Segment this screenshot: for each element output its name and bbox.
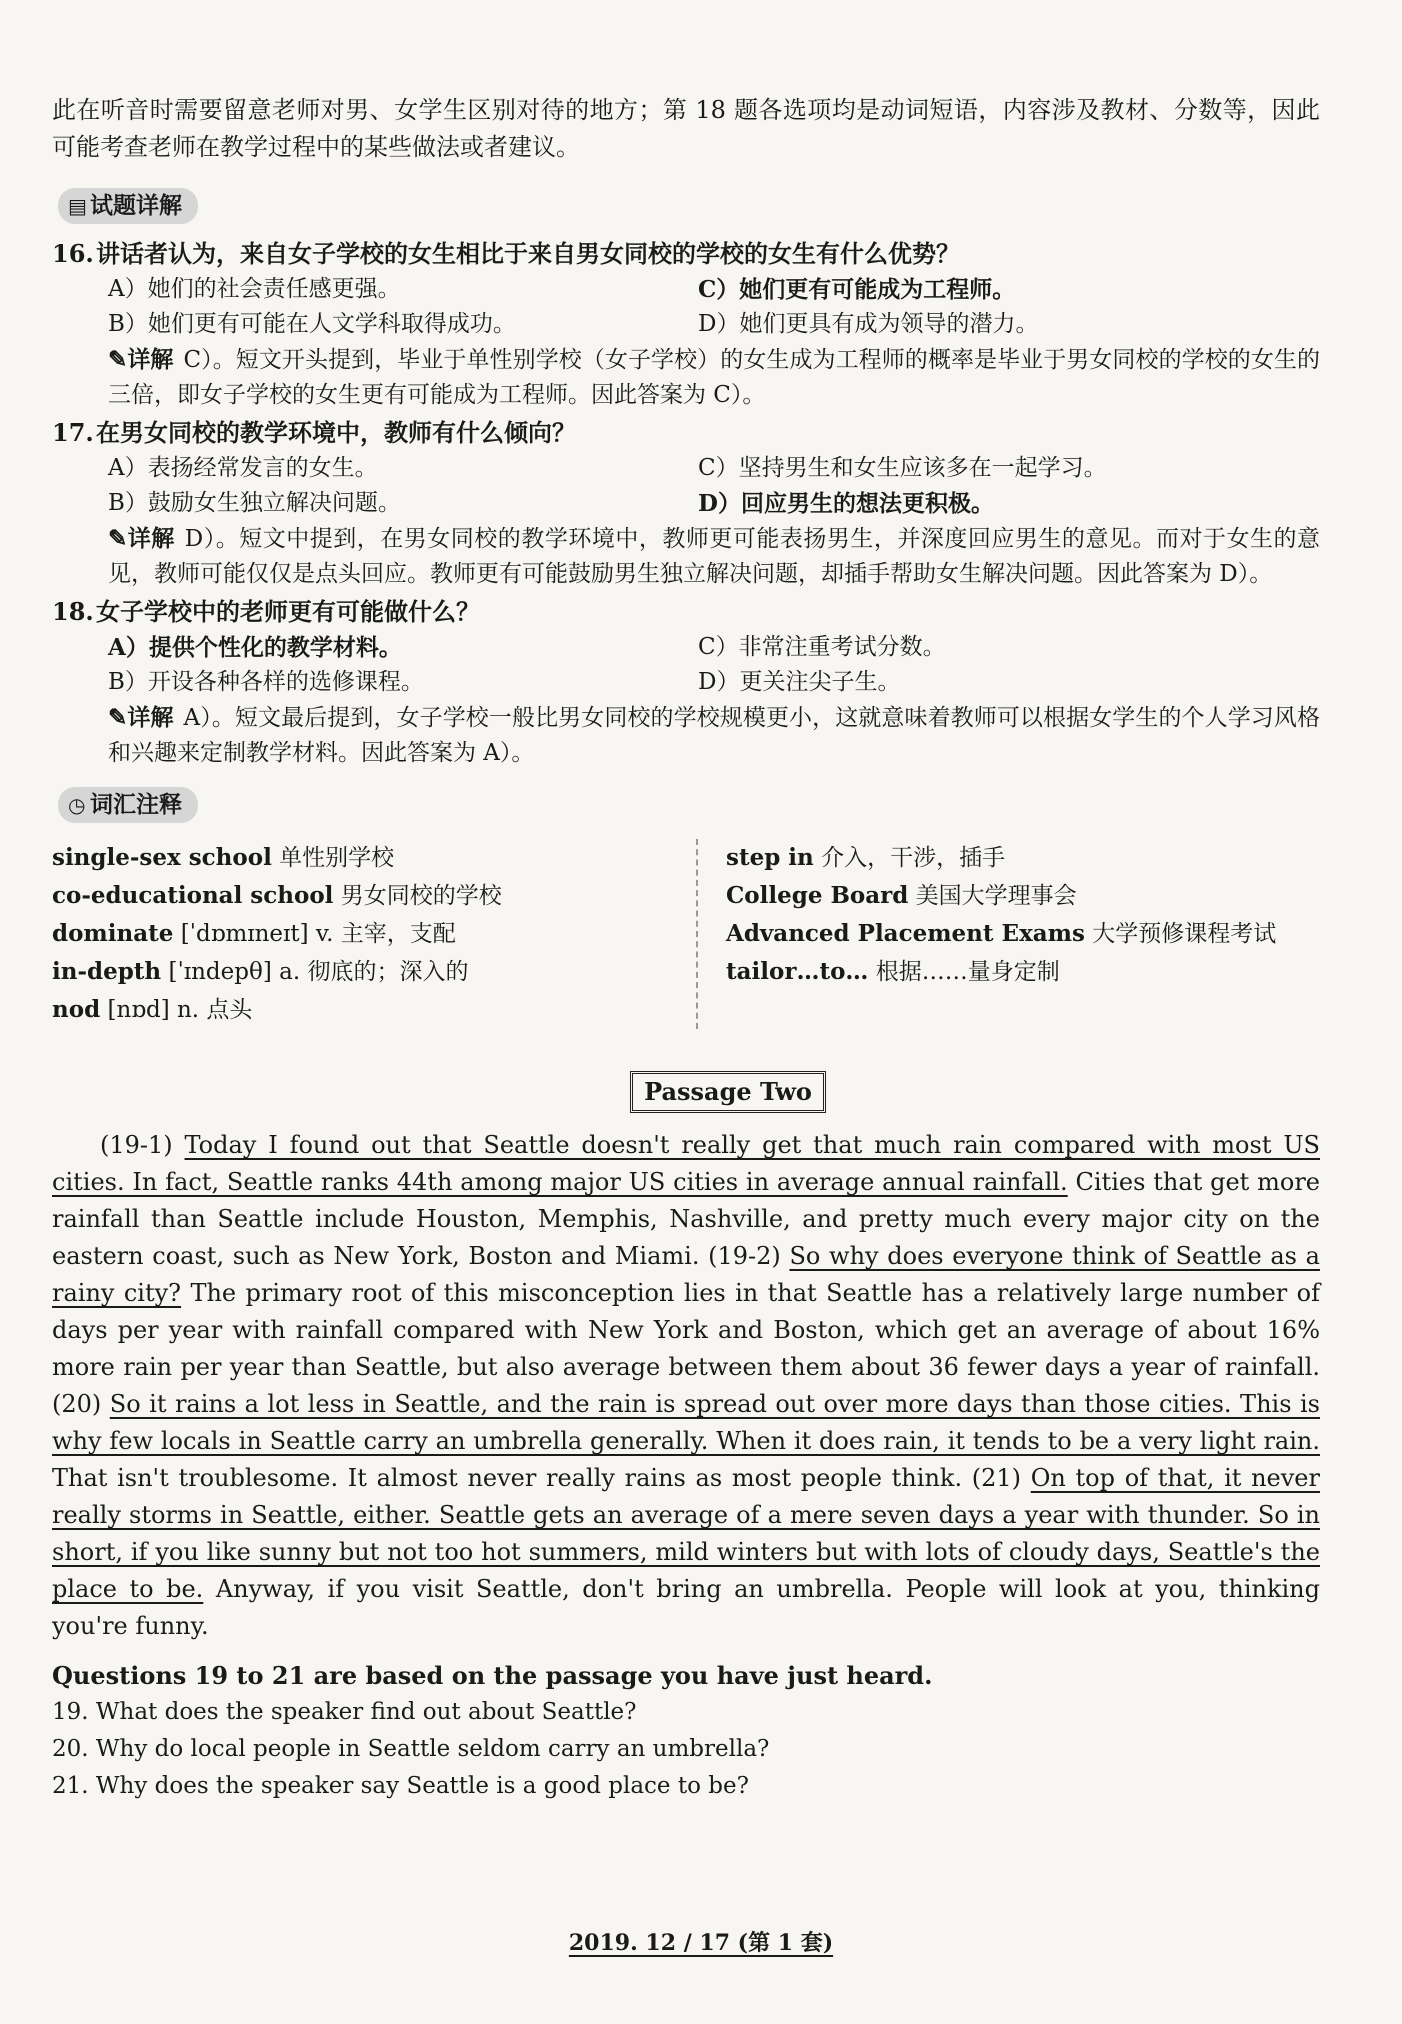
- answer-option: A）表扬经常发言的女生。: [108, 455, 378, 481]
- vocab-term: dominate: [52, 920, 174, 947]
- questions-heading: Questions 19 to 21 are based on the passage you have just heard.: [52, 1661, 933, 1690]
- vocab-column-left: [52, 839, 692, 1029]
- vocab-term: in-depth: [52, 958, 162, 985]
- passage-text: [52, 1127, 1320, 1645]
- vocab-item: [726, 915, 1286, 953]
- details-section-title: 试题详解: [90, 192, 182, 219]
- answer-option: A）她们的社会责任感更强。: [108, 276, 401, 302]
- question-text: 在男女同校的教学环境中，教师有什么倾向？: [96, 418, 576, 447]
- vocab-definition: 男女同校的学校: [333, 883, 502, 909]
- vocab-item: [52, 877, 692, 915]
- passage-segment: That isn't troublesome. It almost never really rains as most people think. (21): [52, 1464, 1031, 1492]
- vocab-term: co-educational school: [52, 882, 334, 909]
- question-text: 讲话者认为，来自女子学校的女生相比于来自男女同校的学校的女生有什么优势？: [96, 239, 960, 268]
- vocab-section-tag: [58, 787, 198, 823]
- answer-option: B）她们更有可能在人文学科取得成功。: [108, 311, 516, 337]
- question-16: [52, 236, 1320, 272]
- vocab-column-right: [696, 839, 1286, 1029]
- underlined-segment: So why does everyone think of Seattle as a rainy city?: [52, 1242, 1320, 1307]
- answer-explanation: [108, 700, 1320, 771]
- vocab-item: [52, 953, 692, 991]
- page-content: [52, 92, 1320, 1805]
- intro-paragraph: 此在听音时需要留意老师对男、女学生区别对待的地方；第 18 题各选项均是动词短语，内容涉及教材、分数等，因此可能考查老师在教学过程中的某些做法或者建议。: [52, 96, 1320, 161]
- clock-icon: ◷: [68, 793, 86, 817]
- vocab-definition: 美国大学理事会: [908, 883, 1077, 909]
- vocab-term: College Board: [726, 882, 909, 909]
- vocab-definition: 根据……量身定制: [868, 959, 1060, 985]
- vocab-term: step in: [726, 844, 814, 871]
- question-number: 16.: [52, 239, 94, 268]
- question-list: [52, 236, 1320, 771]
- vocab-item: [726, 953, 1286, 991]
- underlined-segment: So it rains a lot less in Seattle, and the rain is spread out over more days than those cities. This is why few locals in Seattle carry an umbrella generally. When it does rain, it tends to be a very light rain.: [52, 1390, 1320, 1455]
- passage-segment: Cities that get more rainfall than Seattle include Houston, Memphis, Nashville, and pretty much every major city on the eastern coast, such as New York, Boston and Miami. (19-2): [52, 1168, 1321, 1270]
- question-18: [52, 594, 1320, 630]
- answer-options: [108, 630, 1320, 700]
- question-17: [52, 415, 1320, 451]
- explanation-text: A）。短文最后提到，女子学校一般比男女同校的学校规模更小，这就意味着教师可以根据女学生的个人学习风格和兴趣来定制教学材料。因此答案为 A）。: [108, 705, 1320, 766]
- answer-option: D）她们更具有成为领导的潜力。: [698, 311, 1039, 337]
- vocab-term: nod: [52, 996, 101, 1023]
- underlined-segment: On top of that, it never really storms in Seattle, either. Seattle gets an average of a mere seven days a year with thunder. So in short, if you like sunny but not too hot summers, mild winters but with lots of cloudy days, Seattle's the place to be.: [52, 1464, 1320, 1603]
- answer-option: B）开设各种各样的选修课程。: [108, 669, 424, 695]
- vocab-item: [52, 991, 692, 1029]
- answer-option: B）鼓励女生独立解决问题。: [108, 490, 401, 516]
- vocab-item: [726, 839, 1286, 877]
- passage-question: 21. Why does the speaker say Seattle is a good place to be?: [52, 1773, 749, 1799]
- passage-segment: (19-1): [100, 1131, 185, 1159]
- vocab-definition: [ˈdɒmɪneɪt] v. 主宰，支配: [173, 921, 456, 947]
- book-icon: ▤: [68, 194, 87, 218]
- answer-explanation: [108, 521, 1320, 592]
- vocab-item: [726, 877, 1286, 915]
- vocab-definition: 单性别学校: [271, 845, 395, 871]
- vocab-item: [52, 915, 692, 953]
- answer-option: C）坚持男生和女生应该多在一起学习。: [698, 455, 1107, 481]
- answer-option: C）她们更有可能成为工程师。: [698, 276, 1016, 303]
- vocab-item: [52, 839, 692, 877]
- passage-title: Passage Two: [630, 1071, 826, 1113]
- underlined-segment: Today I found out that Seattle doesn't really get that much rain compared with most US cities. In fact, Seattle ranks 44th among major US cities in average annual rainfall.: [52, 1131, 1321, 1196]
- footer-text: 2019. 12 / 17 (第 1 套): [568, 1930, 834, 1956]
- answer-option: D）回应男生的想法更积极。: [698, 490, 994, 517]
- explanation-label: ✎详解: [108, 525, 175, 552]
- vocab-term: tailor…to…: [726, 958, 869, 985]
- passage-question: 20. Why do local people in Seattle seldom carry an umbrella?: [52, 1736, 770, 1762]
- vocab-definition: 大学预修课程考试: [1084, 921, 1277, 947]
- passage-question: 19. What does the speaker find out about Seattle?: [52, 1699, 637, 1725]
- vocab-definition: 介入，干涉，插手: [813, 845, 1006, 871]
- vocab-term: Advanced Placement Exams: [726, 920, 1085, 947]
- passage-question-list: [52, 1694, 1320, 1805]
- passage-segment: The primary root of this misconception lies in that Seattle has a relatively large number of days per year with rainfall compared with New York and Boston, which get an average of about 16% more rain per year than Seattle, but also average between them about 36 fewer days a year of rainfall. (20): [52, 1279, 1320, 1418]
- answer-options: [108, 451, 1320, 521]
- explanation-text: C）。短文开头提到，毕业于单性别学校（女子学校）的女生成为工程师的概率是毕业于男女同校的学校的女生的三倍，即女子学校的女生更有可能成为工程师。因此答案为 C）。: [108, 347, 1320, 408]
- explanation-label: ✎详解: [108, 704, 174, 731]
- answer-explanation: [108, 342, 1320, 413]
- answer-option: C）非常注重考试分数。: [698, 634, 946, 660]
- answer-option: A）提供个性化的教学材料。: [108, 634, 402, 661]
- passage-segment: Anyway, if you visit Seattle, don't bring an umbrella. People will look at you, thinking you're funny.: [52, 1575, 1320, 1640]
- question-number: 17.: [52, 418, 94, 447]
- details-section-tag: [58, 188, 198, 224]
- vocab-definition: [nɒd] n. 点头: [100, 997, 253, 1023]
- vocab-list: [52, 839, 1320, 1029]
- explanation-text: D）。短文中提到，在男女同校的教学环境中，教师更可能表扬男生，并深度回应男生的意见。而对于女生的意见，教师可能仅仅是点头回应。教师更有可能鼓励男生独立解决问题，却插手帮助女生解决问题。因此答案为 D）。: [108, 526, 1320, 587]
- page-footer: [0, 1926, 1402, 1957]
- question-text: 女子学校中的老师更有可能做什么？: [96, 597, 480, 626]
- vocab-term: single-sex school: [52, 844, 272, 871]
- vocab-definition: [ˈɪndepθ] a. 彻底的；深入的: [161, 959, 469, 985]
- vocab-section-title: 词汇注释: [90, 791, 182, 818]
- explanation-label: ✎详解: [108, 346, 174, 373]
- answer-options: [108, 272, 1320, 342]
- answer-option: D）更关注尖子生。: [698, 669, 901, 695]
- question-number: 18.: [52, 597, 94, 626]
